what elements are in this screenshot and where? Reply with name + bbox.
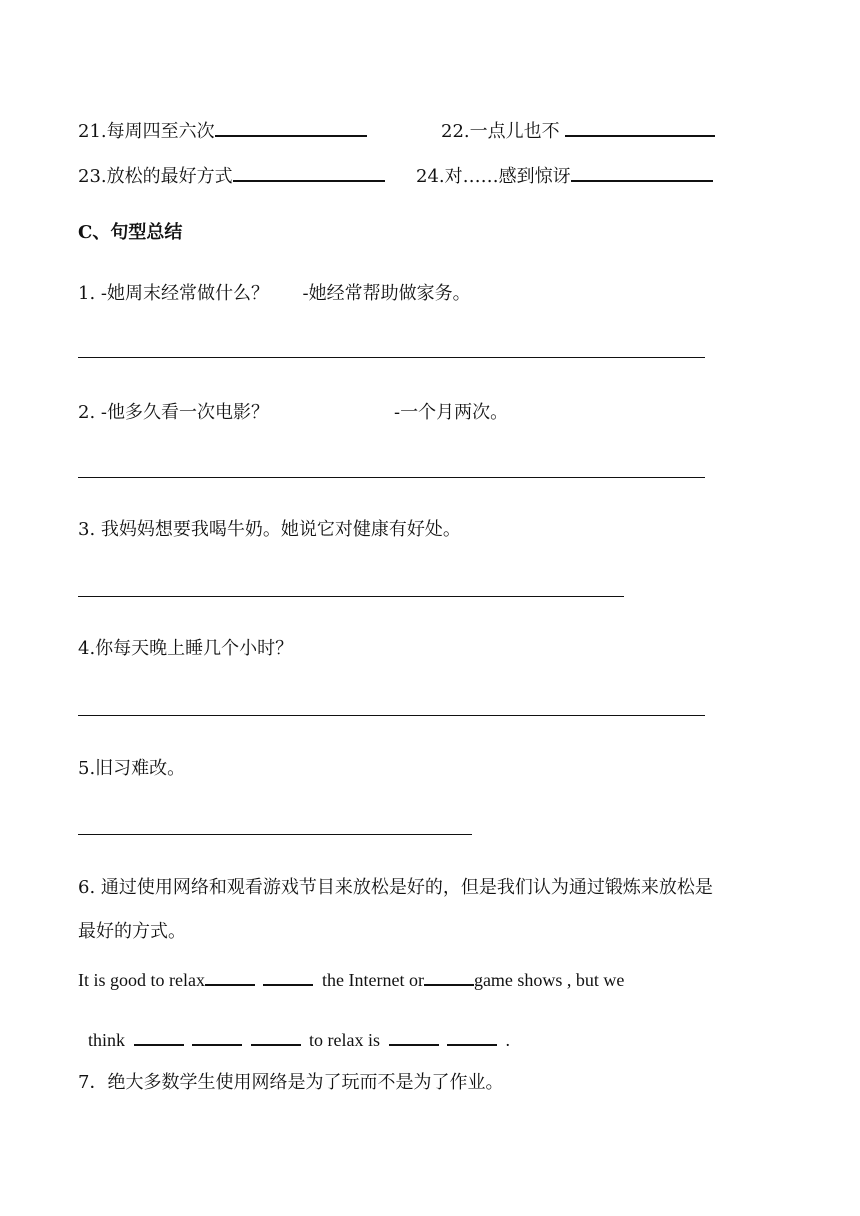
- question-number: 1.: [78, 283, 96, 304]
- question-2: [78, 402, 269, 424]
- question-6-english-line-2: [88, 1026, 510, 1051]
- answer-line[interactable]: [78, 477, 705, 478]
- answer-blank[interactable]: [192, 1026, 242, 1046]
- question-4: 4.你每天晚上睡几个小时？: [78, 638, 294, 659]
- answer-line[interactable]: [78, 357, 705, 358]
- question-part-a: -他多久看一次电影？: [100, 402, 270, 423]
- sentence-fragment: to relax is: [309, 1030, 380, 1050]
- sentence-fragment: think: [88, 1030, 126, 1050]
- answer-blank[interactable]: [134, 1026, 184, 1046]
- vocab-item-21: [78, 117, 367, 143]
- vocab-item-23: [78, 162, 385, 188]
- answer-blank[interactable]: [447, 1026, 497, 1046]
- answer-blank[interactable]: [389, 1026, 439, 1046]
- answer-blank[interactable]: [215, 117, 367, 137]
- answer-blank[interactable]: [565, 117, 715, 137]
- question-part-a: -她周末经常做什么？: [100, 283, 270, 304]
- answer-blank[interactable]: [251, 1026, 301, 1046]
- vocab-label: 24.对……感到惊讶: [416, 166, 571, 187]
- question-6-english-line-1: [78, 966, 624, 991]
- sentence-fragment: the Internet or: [321, 970, 424, 990]
- vocab-label: 21.每周四至六次: [78, 121, 215, 142]
- answer-blank[interactable]: [263, 966, 313, 986]
- sentence-fragment: It is good to relax: [78, 970, 205, 990]
- sentence-fragment: game shows , but we: [473, 970, 625, 990]
- sentence-fragment: .: [505, 1030, 510, 1050]
- answer-blank[interactable]: [233, 162, 385, 182]
- vocab-item-24: [416, 162, 713, 188]
- question-part-b: -她经常帮助做家务。: [302, 283, 471, 304]
- question-1: [78, 283, 471, 305]
- vocab-item-22: [441, 117, 715, 143]
- answer-line[interactable]: [78, 596, 624, 597]
- question-6-line-2: 最好的方式。: [78, 921, 186, 942]
- question-6-line-1: 6. 通过使用网络和观看游戏节目来放松是好的，但是我们认为通过锻炼来放松是: [78, 877, 713, 898]
- answer-blank[interactable]: [571, 162, 713, 182]
- vocab-label: 22.一点儿也不: [441, 121, 560, 142]
- section-c-heading: C、句型总结: [78, 222, 183, 243]
- answer-line[interactable]: [78, 715, 705, 716]
- answer-blank[interactable]: [424, 966, 474, 986]
- question-number: 2.: [78, 402, 96, 423]
- question-3: 3. 我妈妈想要我喝牛奶。她说它对健康有好处。: [78, 519, 461, 540]
- question-2-answer-hint: -一个月两次。: [394, 402, 509, 423]
- answer-blank[interactable]: [205, 966, 255, 986]
- question-5: 5.旧习难改。: [78, 758, 186, 779]
- answer-line[interactable]: [78, 834, 472, 835]
- vocab-label: 23.放松的最好方式: [78, 166, 233, 187]
- question-7: 7．绝大多数学生使用网络是为了玩而不是为了作业。: [78, 1072, 504, 1093]
